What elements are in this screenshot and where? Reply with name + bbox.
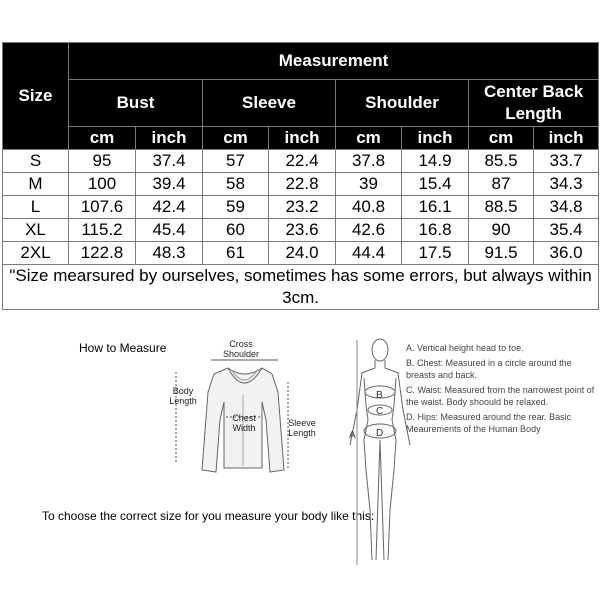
value-cell: 122.8 [69, 242, 136, 265]
unit-header: cm [69, 127, 136, 150]
marker-c: C [376, 406, 384, 417]
group-shoulder: Shoulder [336, 80, 469, 127]
value-cell: 95 [69, 150, 136, 173]
unit-header: inch [136, 127, 203, 150]
value-cell: 61 [203, 242, 269, 265]
value-cell: 23.2 [269, 196, 336, 219]
value-cell: 115.2 [69, 219, 136, 242]
unit-header: cm [203, 127, 269, 150]
group-bust: Bust [69, 80, 203, 127]
value-cell: 60 [203, 219, 269, 242]
size-cell: XL [3, 219, 69, 242]
value-cell: 57 [203, 150, 269, 173]
value-cell: 22.8 [269, 173, 336, 196]
chest-width-label: Chest Width [232, 413, 256, 433]
value-cell: 48.3 [136, 242, 203, 265]
value-cell: 90 [469, 219, 534, 242]
cross-shoulder-label: Cross Shoulder [222, 339, 260, 359]
value-cell: 40.8 [336, 196, 402, 219]
value-cell: 33.7 [534, 150, 599, 173]
value-cell: 34.3 [534, 173, 599, 196]
measurement-header: Measurement [69, 43, 599, 80]
unit-header: inch [402, 127, 469, 150]
unit-header: inch [269, 127, 336, 150]
value-cell: 37.4 [136, 150, 203, 173]
body-figure [350, 339, 410, 565]
body-length-label: Body Length [169, 386, 197, 406]
unit-header: cm [336, 127, 402, 150]
value-cell: 45.4 [136, 219, 203, 242]
value-cell: 100 [69, 173, 136, 196]
size-cell: S [3, 150, 69, 173]
note-c: C. Waist: Measured from the narrowest point of the waist. Body shoould be relaxed. [406, 385, 595, 407]
size-cell: M [3, 173, 69, 196]
unit-header: inch [534, 127, 599, 150]
how-to-measure-title: How to Measure [79, 341, 167, 355]
value-cell: 42.4 [136, 196, 203, 219]
value-cell: 37.8 [336, 150, 402, 173]
marker-d: D [376, 428, 384, 439]
value-cell: 16.8 [402, 219, 469, 242]
value-cell: 91.5 [469, 242, 534, 265]
value-cell: 35.4 [534, 219, 599, 242]
value-cell: 22.4 [269, 150, 336, 173]
value-cell: 58 [203, 173, 269, 196]
measurement-notes [406, 342, 600, 438]
size-cell: 2XL [3, 242, 69, 265]
value-cell: 15.4 [402, 173, 469, 196]
note-a: A. Vertical height head to toe. [406, 343, 524, 353]
value-cell: 39.4 [136, 173, 203, 196]
value-cell: 88.5 [469, 196, 534, 219]
sleeve-length-label: Sleeve Length [288, 418, 316, 438]
value-cell: 42.6 [336, 219, 402, 242]
note-b: B. Chest: Measured in a circle around the breasts and back. [406, 358, 572, 380]
value-cell: 59 [203, 196, 269, 219]
value-cell: 16.1 [402, 196, 469, 219]
marker-b: B [376, 390, 383, 401]
value-cell: 36.0 [534, 242, 599, 265]
value-cell: 23.6 [269, 219, 336, 242]
value-cell: 24.0 [269, 242, 336, 265]
value-cell: 34.8 [534, 196, 599, 219]
size-note: "Size mearsured by ourselves, sometimes has some errors, but always within 3cm. [3, 265, 599, 310]
value-cell: 17.5 [402, 242, 469, 265]
value-cell: 87 [469, 173, 534, 196]
value-cell: 14.9 [402, 150, 469, 173]
choose-size-text: To choose the correct size for you measure your body like this: [42, 509, 375, 523]
marker-a: A [349, 430, 356, 441]
unit-header: cm [469, 127, 534, 150]
note-d: D. Hips: Measured around the rear. Basic Meaurements of the Human Body [406, 412, 572, 434]
group-sleeve: Sleeve [203, 80, 336, 127]
size-header: Size [3, 43, 69, 150]
group-center-back-length: Center Back Length [469, 80, 599, 127]
value-cell: 44.4 [336, 242, 402, 265]
size-cell: L [3, 196, 69, 219]
value-cell: 39 [336, 173, 402, 196]
value-cell: 107.6 [69, 196, 136, 219]
value-cell: 85.5 [469, 150, 534, 173]
